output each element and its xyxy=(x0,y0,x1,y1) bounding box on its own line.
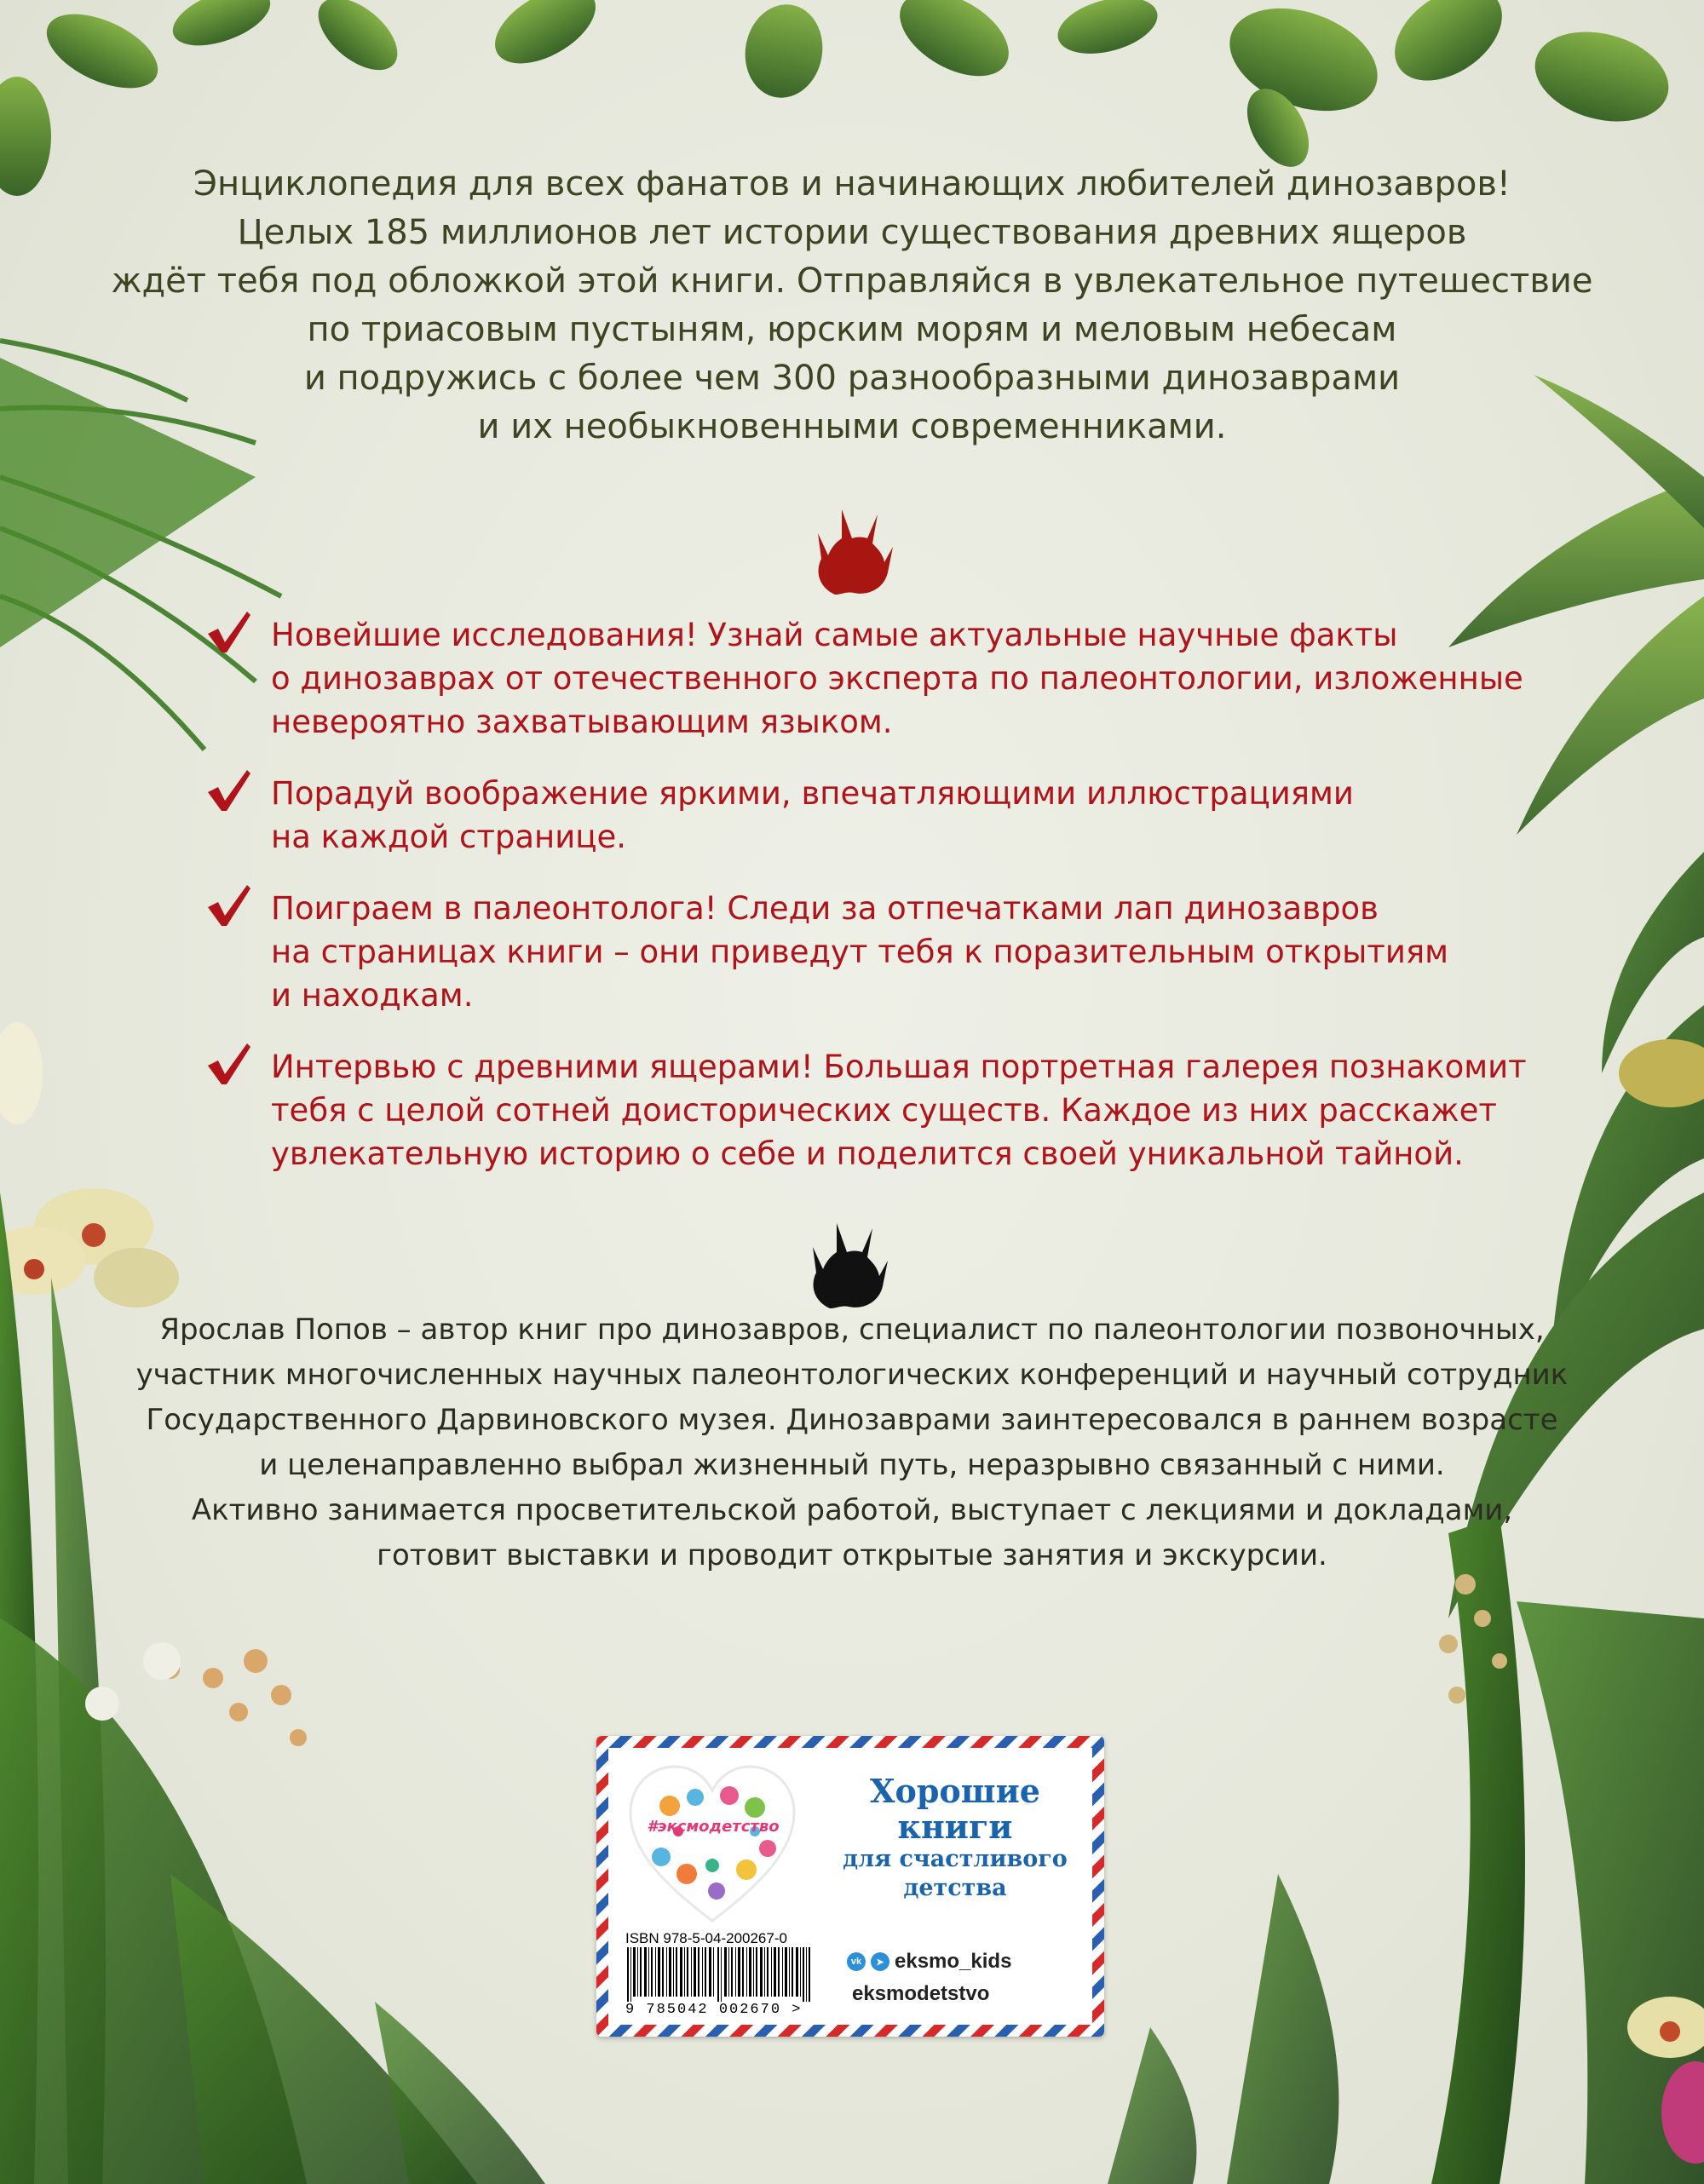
barcode-number: 9 785042 002670 > xyxy=(625,2002,803,2018)
intro-line: по триасовым пустыням, юрским морям и меловым небесам xyxy=(307,310,1397,349)
feature-line: невероятно захватывающим языком. xyxy=(271,704,893,740)
feature-line: Поиграем в палеонтолога! Следи за отпечатками лап динозавров xyxy=(271,890,1379,927)
intro-line: и их необыкновенными современниками. xyxy=(477,407,1227,446)
checkmark-icon xyxy=(204,767,252,814)
intro-line: ждёт тебя под обложкой этой книги. Отправляйся в увлекательное путешествие xyxy=(111,262,1593,301)
vk-icon: vk xyxy=(847,1952,866,1971)
author-line: Государственного Дарвиновского музея. Динозаврами заинтересовался в раннем возрасте xyxy=(146,1403,1558,1437)
telegram-icon: ➤ xyxy=(871,1952,889,1971)
checkmark-icon xyxy=(204,1040,252,1088)
dinosaur-footprint-icon xyxy=(809,503,895,596)
publisher-card xyxy=(596,1736,1104,2037)
slogan-line: книги xyxy=(897,1808,1013,1846)
feature-line: тебя с целой сотней доисторических существ. Каждое из них расскажет xyxy=(271,1092,1497,1129)
author-line: и целенаправленно выбрал жизненный путь, неразрывно связанный с ними. xyxy=(259,1448,1445,1482)
author-line: участник многочисленных научных палеонтологических конференций и научный сотрудник xyxy=(135,1358,1569,1392)
feature-item xyxy=(204,887,1534,1017)
heart-logo xyxy=(627,1763,797,1925)
author-line: Ярослав Попов – автор книг про динозавров, специалист по палеонтологии позвоночных, xyxy=(159,1313,1545,1347)
feature-item xyxy=(204,613,1534,744)
author-line: Активно занимается просветительской работой, выступает с лекциями и докладами, xyxy=(191,1493,1513,1527)
feature-line: Новейшие исследования! Узнай самые актуальные научные факты xyxy=(271,617,1398,653)
social-handle: eksmo_kids xyxy=(895,1950,1012,1973)
intro-line: Энциклопедия для всех фанатов и начинающих любителей динозавров! xyxy=(193,164,1511,204)
feature-list xyxy=(204,613,1534,1204)
feature-line: увлекательную историю о себе и поделится своей уникальной тайной. xyxy=(271,1135,1464,1172)
intro-line: Целых 185 миллионов лет истории существования древних ящеров xyxy=(237,213,1467,252)
slogan-line: для счастливого xyxy=(843,1846,1068,1872)
feature-line: Интервью с древними ящерами! Большая портретная галерея познакомит xyxy=(271,1049,1527,1085)
barcode xyxy=(625,1947,821,2002)
site-handle: eksmodetstvo xyxy=(852,1982,990,2005)
feature-line: на страницах книги – они приведут тебя к поразительным открытиям xyxy=(271,934,1449,970)
feature-line: на каждой странице. xyxy=(271,819,627,855)
social-links xyxy=(847,1945,1085,2010)
card-inner xyxy=(608,1748,1092,2025)
slogan-line: детства xyxy=(903,1875,1007,1901)
hashtag-label: #эксмодетство xyxy=(647,1818,780,1836)
checkmark-icon xyxy=(204,608,252,656)
feature-item xyxy=(204,772,1534,859)
feature-line: Порадуй воображение яркими, впечатляющими иллюстрациями xyxy=(271,775,1354,812)
checkmark-icon xyxy=(204,882,252,929)
intro-line: и подружись с более чем 300 разнообразными динозаврами xyxy=(303,359,1401,398)
feature-line: о динозаврах от отечественного эксперта по палеонтологии, изложенные xyxy=(271,660,1523,697)
intro-paragraph xyxy=(0,160,1704,451)
author-bio xyxy=(0,1308,1704,1578)
author-line: готовит выставки и проводит открытые занятия и экскурсии. xyxy=(377,1538,1327,1572)
slogan-line: Хорошие xyxy=(870,1772,1040,1810)
feature-item xyxy=(204,1045,1534,1175)
dinosaur-footprint-icon xyxy=(804,1216,889,1310)
slogan xyxy=(823,1773,1087,1903)
isbn-label: ISBN 978-5-04-200267-0 xyxy=(625,1930,787,1946)
feature-line: и находкам. xyxy=(271,977,474,1014)
